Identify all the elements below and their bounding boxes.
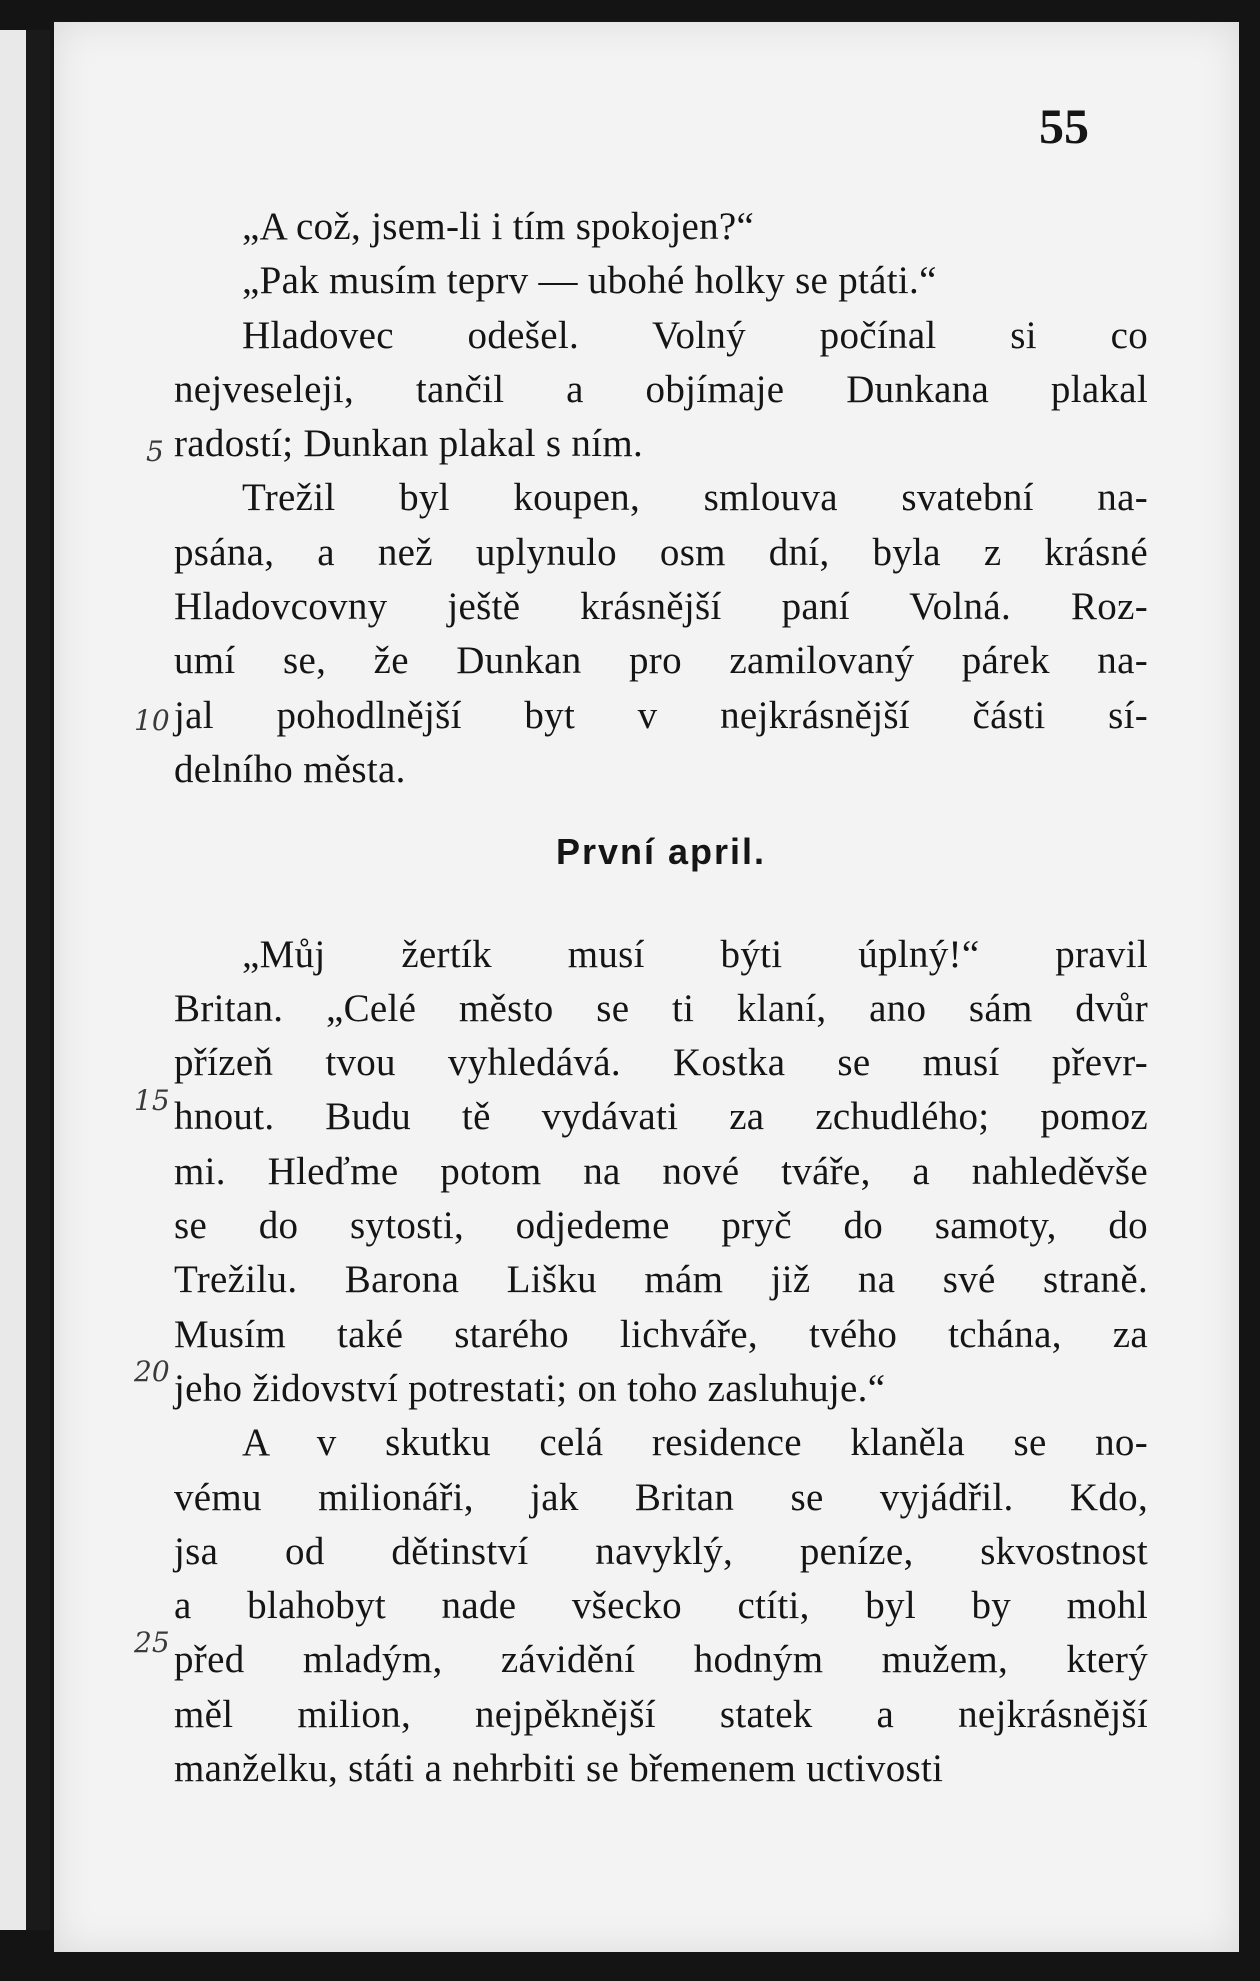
text-line: „A což, jsem-li i tím spokojen?“ — [242, 205, 755, 248]
text-line: „Pak musím teprv — ubohé holky se ptáti.“ — [242, 259, 937, 303]
text-line: Britan. „Celé město se ti klaní, ano sám dvůr — [174, 986, 1148, 1030]
text-line: Hladovec odešel. Volný počínal si co — [242, 313, 1148, 357]
text-line: manželku, státi a nehrbiti se břemenem uctivosti — [174, 1747, 944, 1791]
previous-page-edge — [0, 30, 26, 1930]
paragraphs-before-heading — [174, 200, 1148, 797]
text-line: nejveseleji, tančil a objímaje Dunkana plakal — [174, 367, 1148, 411]
text-line: psána, a než uplynulo osm dní, byla z krásné — [174, 530, 1148, 574]
book-spine — [26, 30, 50, 1930]
text-line: přízeň tvou vyhledává. Kostka se musí převr- — [174, 1041, 1148, 1085]
text-line: radostí; Dunkan plakal s ním. — [174, 422, 644, 466]
text-line: vému milionáři, jak Britan se vyjádřil. Kdo, — [174, 1475, 1148, 1519]
text-line: delního města. — [174, 747, 406, 791]
paragraphs-after-heading — [174, 928, 1148, 1797]
text-line: „Můj žertík musí býti úplný!“ pravil — [242, 932, 1148, 976]
margin-line-number: 10 — [134, 704, 170, 737]
text-line: měl milion, nejpěknější statek a nejkrásnější — [174, 1692, 1148, 1736]
book-page — [54, 22, 1239, 1952]
page-number: 55 — [1039, 98, 1089, 154]
text-line: mi. Hleďme potom na nové tváře, a nahleděvše — [174, 1149, 1148, 1193]
text-line: hnout. Budu tě vydávati za zchudlého; pomoz — [174, 1095, 1148, 1139]
text-line: Hladovcovny ještě krásnější paní Volná. Roz- — [174, 585, 1148, 629]
text-line: Trežilu. Barona Lišku mám již na své straně. — [174, 1258, 1148, 1302]
text-line: Trežil byl koupen, smlouva svatební na- — [242, 476, 1148, 520]
margin-line-number: 25 — [134, 1626, 170, 1659]
text-line: jsa od dětinství navyklý, peníze, skvostnost — [174, 1529, 1148, 1573]
margin-line-number: 5 — [146, 435, 164, 468]
text-line: Musím také starého lichváře, tvého tchána, za — [174, 1312, 1148, 1356]
text-line: umí se, že Dunkan pro zamilovaný párek na- — [174, 639, 1148, 683]
text-body — [174, 200, 1148, 1796]
margin-line-number: 15 — [134, 1084, 170, 1117]
text-line: a blahobyt nade všecko ctíti, byl by mohl — [174, 1584, 1148, 1628]
text-line: jal pohodlnější byt v nejkrásnější části sí- — [174, 693, 1148, 737]
text-line: A v skutku celá residence klaněla se no- — [242, 1421, 1148, 1465]
text-line: se do sytosti, odjedeme pryč do samoty, do — [174, 1204, 1148, 1248]
text-line: před mladým, závidění hodným mužem, který — [174, 1638, 1148, 1682]
margin-line-number: 20 — [134, 1355, 170, 1388]
text-line: jeho židovství potrestati; on toho zasluhuje.“ — [174, 1366, 886, 1410]
section-heading: První april. — [555, 831, 767, 873]
